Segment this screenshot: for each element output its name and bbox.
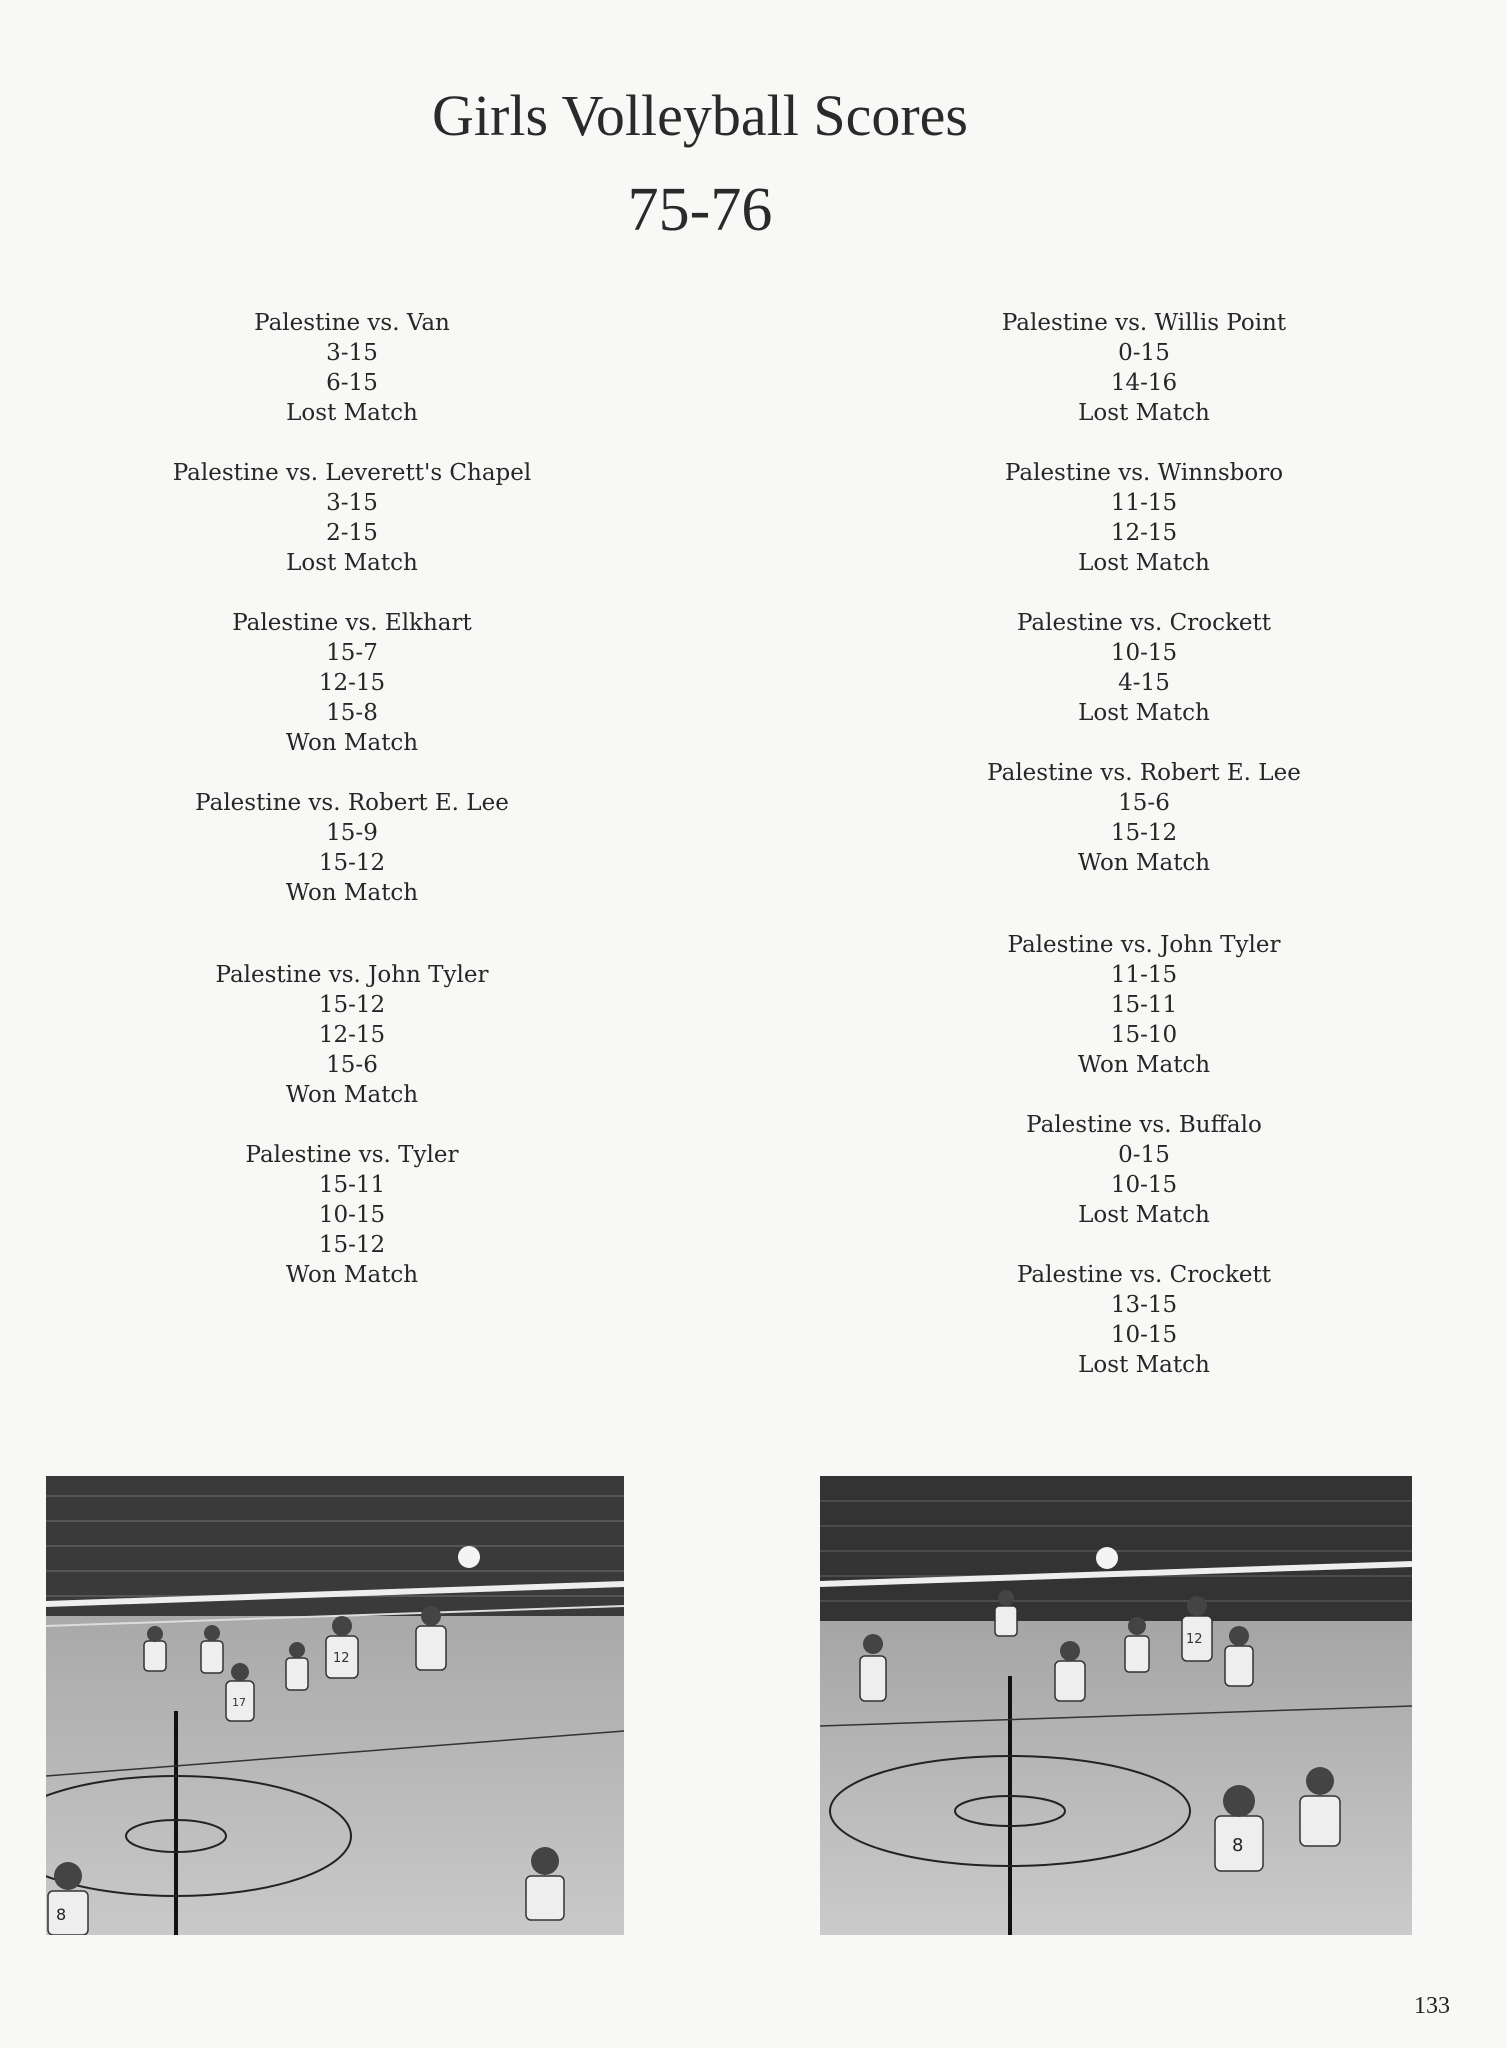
match-score: 3-15 bbox=[326, 490, 378, 516]
match-result: Lost Match bbox=[1078, 1202, 1210, 1228]
volleyball-scene-left bbox=[46, 1476, 624, 1935]
match-score: 12-15 bbox=[318, 670, 386, 696]
match-score: 10-15 bbox=[1110, 1322, 1178, 1348]
match-opponent: Palestine vs. Robert E. Lee bbox=[195, 790, 509, 816]
match-result: Lost Match bbox=[286, 400, 418, 426]
match-score: 2-15 bbox=[326, 520, 378, 546]
match-result: Lost Match bbox=[1078, 400, 1210, 426]
match-score: 15-12 bbox=[1110, 820, 1178, 846]
match-block bbox=[884, 608, 1404, 728]
volleyball-ball bbox=[1096, 1547, 1118, 1569]
page-title: Girls Volleyball Scores bbox=[432, 83, 968, 148]
match-score: 11-15 bbox=[1110, 490, 1178, 516]
match-opponent: Palestine vs. Willis Point bbox=[1001, 310, 1287, 336]
volleyball-photo-left bbox=[46, 1476, 624, 1935]
match-score: 15-12 bbox=[318, 850, 386, 876]
jersey-number: 8 bbox=[1232, 1835, 1244, 1856]
match-opponent: Palestine vs. John Tyler bbox=[1007, 932, 1281, 958]
match-block bbox=[92, 960, 612, 1110]
match-score: 15-10 bbox=[1110, 1022, 1178, 1048]
match-opponent: Palestine vs. Elkhart bbox=[232, 610, 472, 636]
page-number: 133 bbox=[1414, 1993, 1450, 2019]
match-result: Won Match bbox=[285, 1082, 419, 1108]
match-block bbox=[884, 1260, 1404, 1380]
match-score: 10-15 bbox=[318, 1202, 386, 1228]
match-result: Won Match bbox=[1077, 850, 1211, 876]
match-result: Won Match bbox=[285, 880, 419, 906]
match-score: 15-12 bbox=[318, 992, 386, 1018]
match-score: 12-15 bbox=[318, 1022, 386, 1048]
match-score: 15-6 bbox=[326, 1052, 378, 1078]
match-opponent: Palestine vs. Tyler bbox=[245, 1142, 459, 1168]
match-block bbox=[92, 788, 612, 908]
match-result: Won Match bbox=[1077, 1052, 1211, 1078]
jersey-number: 17 bbox=[232, 1696, 246, 1709]
match-score: 4-15 bbox=[1118, 670, 1170, 696]
match-score: 12-15 bbox=[1110, 520, 1178, 546]
match-block bbox=[884, 930, 1404, 1080]
match-block bbox=[92, 308, 612, 428]
match-opponent: Palestine vs. Crockett bbox=[1016, 610, 1272, 636]
match-block bbox=[92, 458, 612, 578]
match-result: Won Match bbox=[285, 1262, 419, 1288]
match-score: 6-15 bbox=[326, 370, 378, 396]
match-result: Lost Match bbox=[1078, 1352, 1210, 1378]
match-opponent: Palestine vs. Buffalo bbox=[1026, 1112, 1262, 1138]
match-result: Lost Match bbox=[1078, 550, 1210, 576]
season-label: 75-76 bbox=[627, 176, 773, 244]
match-score: 0-15 bbox=[1118, 1142, 1170, 1168]
match-block bbox=[884, 758, 1404, 878]
jersey-number: 12 bbox=[333, 1651, 350, 1666]
match-block bbox=[92, 1140, 612, 1290]
match-block bbox=[92, 608, 612, 758]
match-score: 15-12 bbox=[318, 1232, 386, 1258]
right-score-column bbox=[884, 308, 1404, 1410]
volleyball-photo-right bbox=[820, 1476, 1412, 1935]
match-score: 10-15 bbox=[1110, 1172, 1178, 1198]
match-score: 3-15 bbox=[326, 340, 378, 366]
left-score-column bbox=[92, 308, 612, 1320]
volleyball-ball bbox=[458, 1546, 480, 1568]
match-score: 15-6 bbox=[1118, 790, 1170, 816]
match-opponent: Palestine vs. John Tyler bbox=[215, 962, 489, 988]
match-score: 13-15 bbox=[1110, 1292, 1178, 1318]
match-score: 15-11 bbox=[318, 1172, 386, 1198]
match-score: 15-9 bbox=[326, 820, 378, 846]
match-score: 14-16 bbox=[1110, 370, 1178, 396]
match-opponent: Palestine vs. Leverett's Chapel bbox=[172, 460, 532, 486]
jersey-number: 12 bbox=[1186, 1632, 1203, 1647]
match-opponent: Palestine vs. Robert E. Lee bbox=[987, 760, 1301, 786]
match-result: Lost Match bbox=[286, 550, 418, 576]
match-score: 15-11 bbox=[1110, 992, 1178, 1018]
match-score: 15-7 bbox=[326, 640, 378, 666]
match-score: 10-15 bbox=[1110, 640, 1178, 666]
match-score: 0-15 bbox=[1118, 340, 1170, 366]
match-score: 15-8 bbox=[326, 700, 378, 726]
match-result: Won Match bbox=[285, 730, 419, 756]
jersey-number: 8 bbox=[56, 1905, 67, 1924]
match-block bbox=[884, 308, 1404, 428]
match-score: 11-15 bbox=[1110, 962, 1178, 988]
match-block bbox=[884, 1110, 1404, 1230]
match-result: Lost Match bbox=[1078, 700, 1210, 726]
match-opponent: Palestine vs. Winnsboro bbox=[1004, 460, 1284, 486]
match-opponent: Palestine vs. Crockett bbox=[1016, 1262, 1272, 1288]
volleyball-scene-right bbox=[820, 1476, 1412, 1935]
match-opponent: Palestine vs. Van bbox=[254, 310, 450, 336]
match-block bbox=[884, 458, 1404, 578]
